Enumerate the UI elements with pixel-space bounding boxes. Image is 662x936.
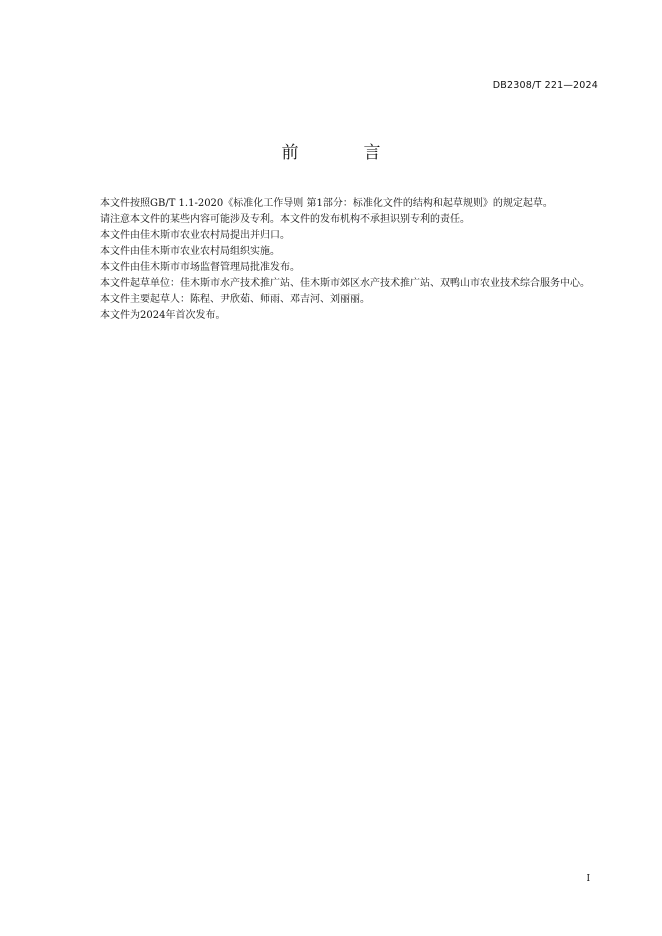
page-number: I [586,874,590,884]
paragraph-proposed-by: 本文件由佳木斯市农业农村局提出并归口。 [100,230,290,241]
paragraph-release-note: 本文件为2024年首次发布。 [100,310,226,321]
page-title: 前 言 [281,143,405,163]
paragraph-implemented-by: 本文件由佳木斯市农业农村局组织实施。 [100,246,280,257]
paragraph-patent-notice: 请注意本文件的某些内容可能涉及专利。本文件的发布机构不承担识别专利的责任。 [100,214,470,225]
document-code: DB2308/T 221—2024 [492,80,598,91]
foreword-body [80,196,600,324]
paragraph-approved-by: 本文件由佳木斯市市场监督管理局批准发布。 [100,262,300,273]
paragraph-drafting-basis: 本文件按照GB/T 1.1-2020《标准化工作导则 第1部分：标准化文件的结构和起草规则》的规定起草。 [100,198,553,209]
paragraph-drafters: 本文件主要起草人：陈程、尹欣茹、师雨、邓吉河、刘丽丽。 [100,294,370,305]
paragraph-drafting-units: 本文件起草单位：佳木斯市水产技术推广站、佳木斯市郊区水产技术推广站、双鸭山市农业技术综合服务中心。 [100,278,590,289]
